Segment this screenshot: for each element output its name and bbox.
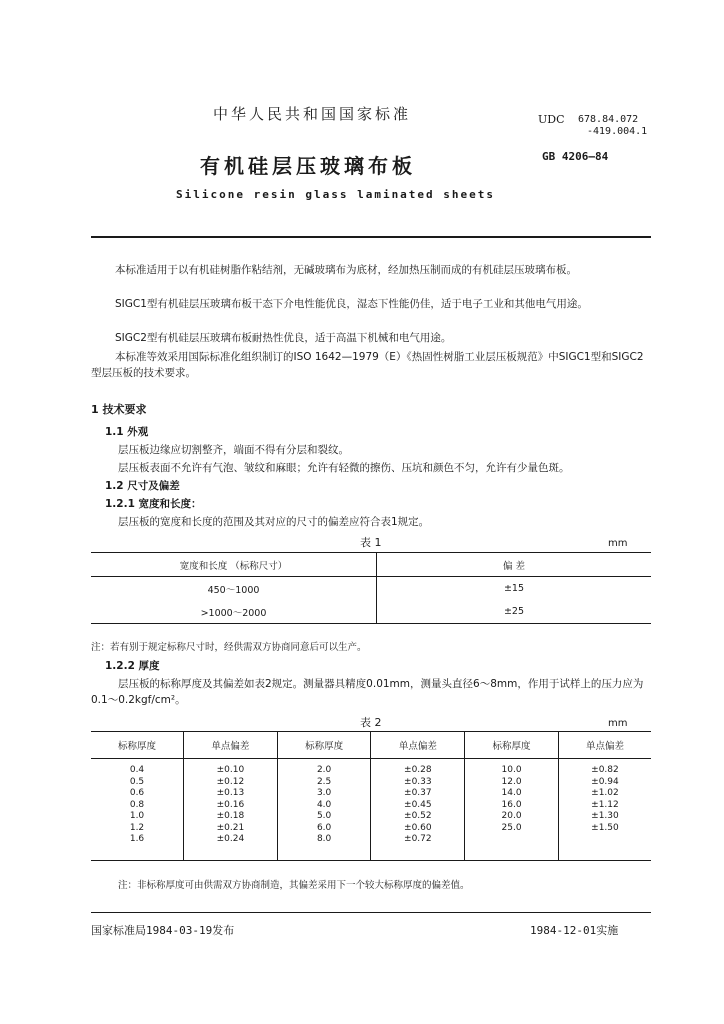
table-header-cell: 单点偏差 [371, 732, 465, 759]
table-1-unit: mm [608, 538, 628, 549]
table-cell: ±0.21 [184, 823, 278, 835]
table-header-cell: 标称厚度 [465, 732, 559, 759]
table-cell: 12.0 [465, 777, 559, 789]
table-row [91, 759, 651, 777]
section-1-heading: 1 技术要求 [91, 403, 147, 416]
table-cell: ±0.60 [371, 823, 465, 835]
table-cell: 2.0 [277, 759, 371, 777]
section-1-1-text-2: 层压板表面不允许有气泡、皱纹和麻眼；允许有轻微的擦伤、压坑和颜色不匀，允许有少量色斑。 [118, 462, 570, 474]
table-cell: ±0.72 [371, 834, 465, 860]
table-cell: ±0.45 [371, 800, 465, 812]
table-cell: ±1.50 [591, 822, 619, 833]
table-cell: 4.0 [277, 800, 371, 812]
table-header-row [91, 553, 651, 577]
table-cell: 0.5 [91, 777, 184, 789]
intro-paragraph-4: 本标准等效采用国际标准化组织制订的ISO 1642—1979（E）《热固性树脂工业层压板规范》中SIGC1型和SIGC2型层压板的技术要求。 [91, 351, 644, 379]
effective-date: 1984-12-01实施 [530, 924, 619, 937]
table-cell: ±0.82 [591, 765, 619, 775]
table-row [91, 811, 651, 823]
section-1-2-heading: 1.2 尺寸及偏差 [105, 480, 180, 492]
table-cell: ±25 [503, 606, 525, 617]
table-cell: 2.5 [277, 777, 371, 789]
table-row [91, 777, 651, 789]
table-cell: ±1.30 [591, 811, 619, 821]
table-cell: ±1.02 [591, 788, 619, 798]
table-cell [558, 834, 651, 860]
table-2-note: 注：非标称厚度可由供需双方协商制造，其偏差采用下一个较大标称厚度的偏差值。 [118, 880, 470, 891]
section-1-2-2-heading: 1.2.2 厚度 [105, 660, 160, 672]
table-cell: ±0.33 [371, 777, 465, 789]
table-cell: ±0.94 [591, 776, 619, 787]
section-1-2-1-heading: 1.2.1 宽度和长度： [105, 498, 202, 510]
table-header-cell: 标称厚度 [277, 732, 371, 759]
table-cell: 16.0 [465, 800, 559, 812]
table-cell: ±0.18 [184, 811, 278, 823]
table-row [91, 800, 651, 812]
issue-date: 国家标准局1984-03-19发布 [91, 924, 235, 937]
table-cell: ±0.10 [184, 759, 278, 777]
intro-paragraph-2: SIGC1型有机硅层压玻璃布板干态下介电性能优良，湿态下性能仍佳，适于电子工业和其他电气用途。 [115, 298, 588, 310]
table-2 [91, 731, 651, 861]
table-cell: ±0.24 [184, 834, 278, 860]
table-cell: 5.0 [277, 811, 371, 823]
intro-paragraph-1: 本标准适用于以有机硅树脂作粘结剂，无碱玻璃布为底材，经加热压制而成的有机硅层压玻璃布板。 [115, 264, 577, 276]
table-2-caption: 表 2 [360, 716, 382, 729]
udc-code-line2: -419.004.1 [587, 126, 648, 137]
document-title-english: Silicone resin glass laminated sheets [176, 188, 496, 201]
standard-number: GB 4206—84 [542, 150, 609, 163]
table-cell: ±0.37 [371, 788, 465, 800]
section-1-2-1-text: 层压板的宽度和长度的范围及其对应的尺寸的偏差应符合表1规定。 [118, 516, 430, 528]
table-cell: 1.6 [91, 834, 184, 860]
table-cell: 0.6 [91, 788, 184, 800]
table-header-row [91, 732, 651, 759]
table-cell: 20.0 [465, 811, 559, 823]
table-cell: ±0.12 [184, 777, 278, 789]
table-header-cell: 单点偏差 [184, 732, 278, 759]
table-cell: 3.0 [277, 788, 371, 800]
table-1-note: 注：若有别于规定标称尺寸时，经供需双方协商同意后可以生产。 [91, 642, 367, 653]
section-1-2-2-text: 层压板的标称厚度及其偏差如表2规定。测量器具精度0.01mm，测量头直径6～8mm，作用于试样上的压力应为0.1～0.2kgf/cm²。 [91, 678, 644, 706]
table-row [91, 788, 651, 800]
table-row [91, 577, 651, 601]
table-cell: 1.2 [91, 823, 184, 835]
table-1 [91, 552, 651, 624]
udc-code-line1: 678.84.072 [578, 114, 639, 125]
table-cell: >1000～2000 [91, 600, 377, 624]
table-cell: 25.0 [465, 823, 559, 835]
table-header-cell: 单点偏差 [558, 732, 651, 759]
section-1-1-heading: 1.1 外观 [105, 426, 149, 438]
intro-paragraph-3: SIGC2型有机硅层压玻璃布板耐热性优良，适于高温下机械和电气用途。 [115, 332, 452, 344]
table-1-caption: 表 1 [360, 536, 382, 549]
table-cell: ±15 [503, 583, 525, 594]
table-cell: 6.0 [277, 823, 371, 835]
section-1-1-text-1: 层压板边缘应切割整齐，端面不得有分层和裂纹。 [118, 444, 349, 456]
issuing-organization: 中华人民共和国国家标准 [213, 105, 412, 123]
table-cell: ±0.28 [371, 759, 465, 777]
table-header-cell: 偏 差 [377, 553, 652, 577]
document-title-chinese: 有机硅层压玻璃布板 [200, 154, 416, 178]
table-header-cell: 标称厚度 [91, 732, 184, 759]
table-cell: ±0.13 [184, 788, 278, 800]
table-cell: ±0.52 [371, 811, 465, 823]
header-divider [91, 236, 651, 238]
table-cell: 0.8 [91, 800, 184, 812]
table-cell: 1.0 [91, 811, 184, 823]
table-row [91, 600, 651, 624]
table-row [91, 834, 651, 860]
table-cell: 14.0 [465, 788, 559, 800]
table-cell: 8.0 [277, 834, 371, 860]
table-2-unit: mm [608, 718, 628, 729]
table-cell: ±0.16 [184, 800, 278, 812]
footer-divider [91, 912, 651, 913]
table-cell: 0.4 [91, 759, 184, 777]
table-cell: 10.0 [465, 759, 559, 777]
udc-label: UDC [538, 113, 565, 126]
table-cell: ±1.12 [591, 799, 619, 810]
table-cell [465, 834, 559, 860]
table-row [91, 823, 651, 835]
table-header-cell: 宽度和长度 （标称尺寸） [91, 553, 377, 577]
table-cell: 450～1000 [91, 577, 377, 601]
